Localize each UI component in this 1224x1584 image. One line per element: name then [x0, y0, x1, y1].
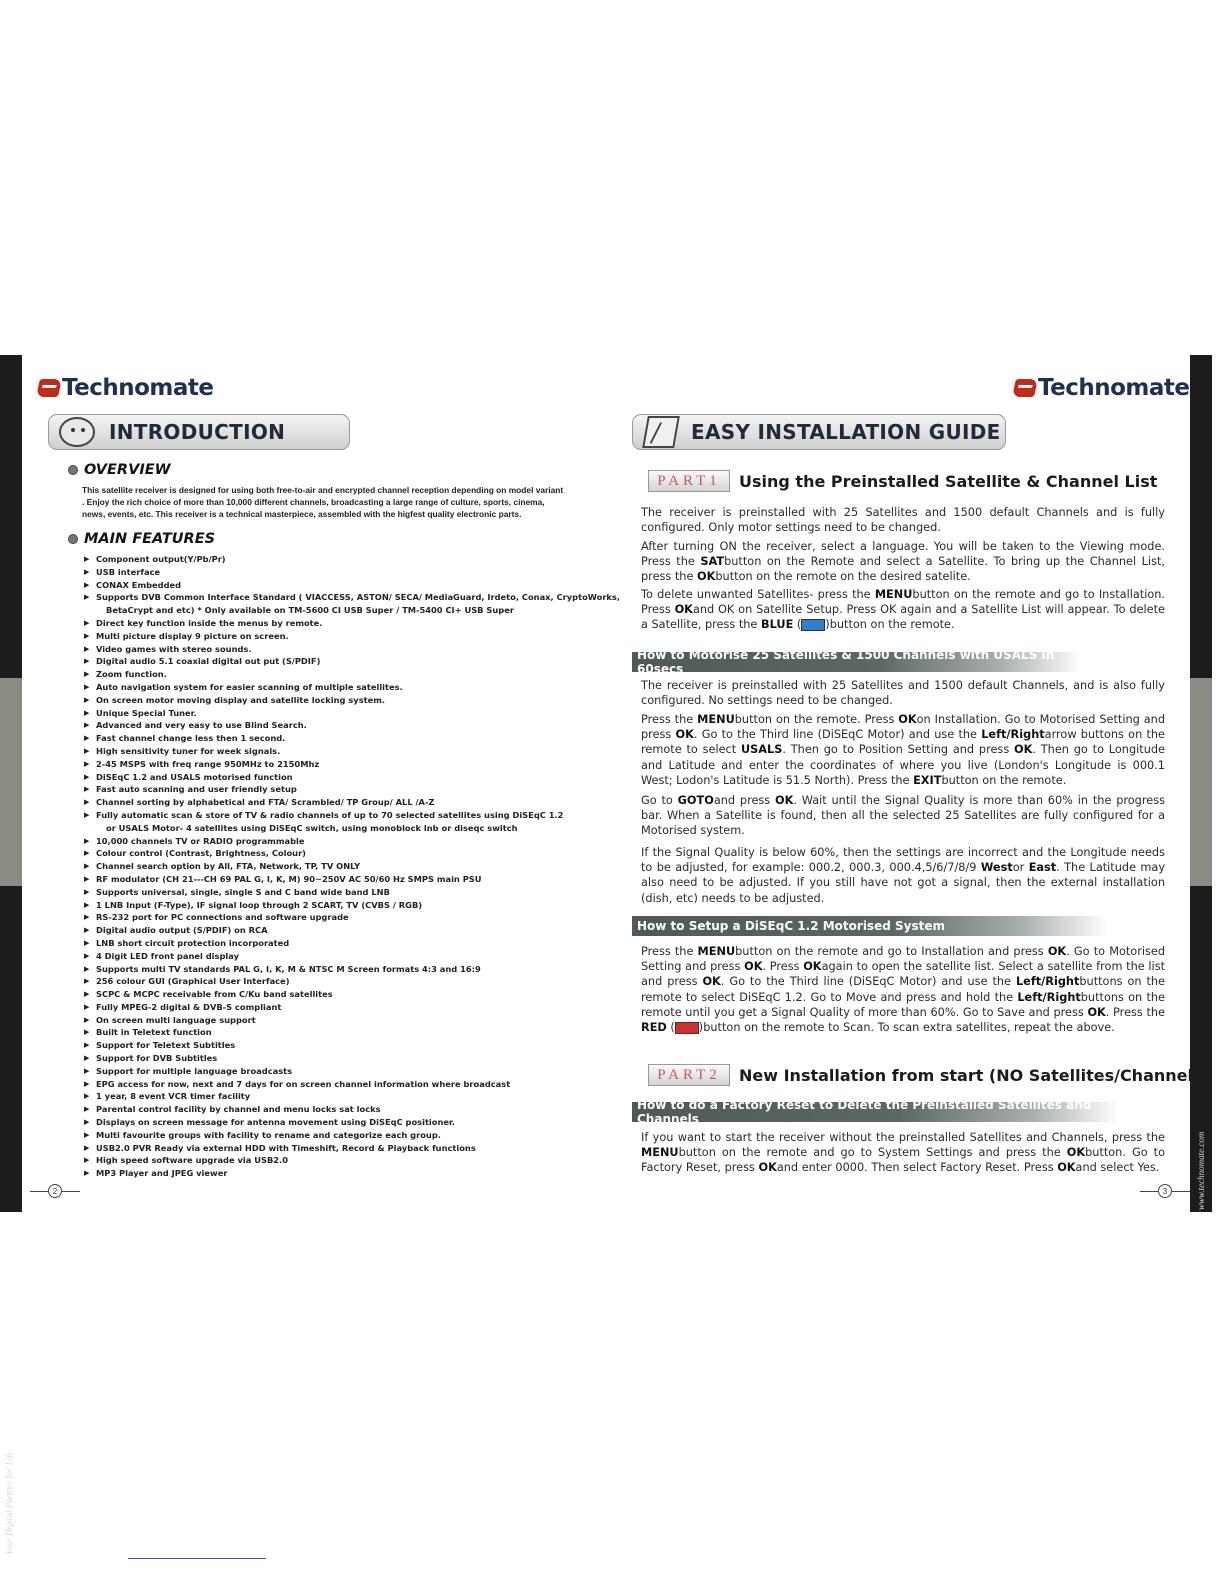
feature-item: ▶ 4 Digit LED front panel display — [84, 950, 574, 963]
part1-paragraph-1: The receiver is preinstalled with 25 Satellites and 1500 default Channels and is fully configured. Only motor settings need to be changed. — [641, 506, 1165, 535]
feature-item: ▶ SCPC & MCPC receivable from C/Ku band satellites — [84, 988, 574, 1001]
part1-paragraph-3: To delete unwanted Satellites- press the MENUbutton on the remote and go to Installation. Press OKand OK on Satellite Setup. Press OK again and a Satellite List will appear. To delete a Satellite, press the BLUE ( )button on the remote. — [641, 588, 1165, 632]
motor-paragraph-1: The receiver is preinstalled with 25 Satellites and 1500 default Channels, and is also fully configured. No settings need to be changed. — [641, 679, 1165, 708]
feature-item: ▶ Channel search option by All, FTA, Network, TP, TV ONLY — [84, 860, 574, 873]
feature-item: ▶ Supports universal, single, single S and C band wide band LNB — [84, 886, 574, 899]
feature-item: ▶ Digital audio 5.1 coaxial digital out put (S/PDIF) — [84, 655, 574, 668]
part1-paragraph-2: After turning ON the receiver, select a language. You will be taken to the Viewing mode. Press the SATbutton on the Remote and select a Satellite. To bring up the Channel List, press the OKbutton on the remote on the desired satelite. — [641, 540, 1166, 584]
feature-item: ▶ MP3 Player and JPEG viewer — [84, 1167, 574, 1180]
footer-line — [128, 1558, 266, 1559]
motor-paragraph-3: Go to GOTOand press OK. Wait until the Signal Quality is more than 60% in the progress bar. When a Satellite is found, then all the selected 25 Satellites are fully configured for a Motorised system. — [641, 794, 1165, 838]
feature-item: ▶ Fast auto scanning and user friendly setup — [84, 783, 574, 796]
part1-title: Using the Preinstalled Satellite & Channel List — [739, 471, 1158, 491]
smiley-icon — [59, 417, 95, 447]
feature-item: or USALS Motor- 4 satellites using DiSEqC switch, using monoblock lnb or diseqc switch — [106, 822, 518, 833]
part2-tag: PART2 — [648, 1064, 730, 1086]
motorise-usals-bar: How to Motorise 25 Satellites & 1500 Channels with USALS in 60secs — [632, 652, 1082, 672]
diseqc-setup-bar: How to Setup a DiSEqC 1.2 Motorised System — [632, 916, 1108, 936]
left-side-strip — [0, 355, 22, 1555]
feature-item: ▶ Supports multi TV standards PAL G, I, K, M & NTSC M Screen formats 4:3 and 16:9 — [84, 963, 574, 976]
feature-item: ▶ Colour control (Contrast, Brightness, Colour) — [84, 847, 574, 860]
part2-title: New Installation from start (NO Satellites/Channels) — [739, 1065, 1210, 1085]
feature-item: ▶ USB2.0 PVR Ready via external HDD with Timeshift, Record & Playback functions — [84, 1142, 574, 1155]
feature-item: ▶ 1 year, 8 event VCR timer facility — [84, 1090, 574, 1103]
introduction-banner — [48, 414, 350, 450]
page-number-right: 3 — [1140, 1184, 1190, 1198]
feature-item: ▶ Support for Teletext Subtitles — [84, 1039, 574, 1052]
feature-item: ▶ Fully MPEG-2 digital & DVB-S compliant — [84, 1001, 574, 1014]
feature-item: ▶ Channel sorting by alphabetical and FTA/ Scrambled/ TP Group/ ALL /A-Z — [84, 796, 574, 809]
feature-item: ▶ Fast channel change less then 1 second. — [84, 732, 574, 745]
right-side-url: www.technomate.com — [1196, 1131, 1206, 1210]
feature-item: ▶ Supports DVB Common Interface Standard ( VIACCESS, ASTON/ SECA/ MediaGuard, Irdeto, Conax, CryptoWorks, — [84, 591, 574, 604]
feature-item: ▶ Video games with stereo sounds. — [84, 643, 574, 656]
feature-item: BetaCrypt and etc) * Only available on TM-5600 CI USB Super / TM-5400 CI+ USB Super — [106, 605, 514, 616]
feature-item: ▶ High sensitivity tuner for week signals. — [84, 745, 574, 758]
left-side-tagline: Your Digital Partner for Life — [4, 1451, 14, 1555]
overview-text: This satellite receiver is designed for using both free-to-air and encrypted channel reception depending on model variant . Enjoy the rich choice of more than 10,000 different channels, broadcasting a large range of culture, sports, cinema, news, events, etc. This receiver is a technical masterpiece, assembled with the higfest quality electronic parts. — [82, 485, 564, 519]
blue-button-icon — [801, 619, 825, 631]
factory-reset-paragraph: If you want to start the receiver without the preinstalled Satellites and Channels, press the MENUbutton on the remote and go to System Settings and press the OKbutton. Go to Factory Reset, press OKand enter 0000. Then select Factory Reset. Press OKand select Yes. — [641, 1131, 1166, 1175]
brand-mark-icon — [1012, 379, 1038, 397]
motor-paragraph-2: Press the MENUbutton on the remote. Press OKon Installation. Go to Motorised Setting and press OK. Go to the Third line (DiSEqC Motor) and use the Left/Rightarrow buttons on the remote to select USALS. Then go to Position Setting and press OK. Then go to Longitude and Latitude and enter the coordinates of where you live (London's Longitude is 000.1 West; Lodon's Latitude is 51.5 North). Press the EXITbutton on the remote. — [641, 713, 1166, 787]
feature-item: ▶ RS-232 port for PC connections and software upgrade — [84, 911, 574, 924]
feature-item: ▶ 256 colour GUI (Graphical User Interface) — [84, 975, 574, 988]
motor-paragraph-4: If the Signal Quality is below 60%, then the settings are incorrect and the Longitude needs to be adjusted, for example: 000.2, 000.3, 000.4,5/6/7/8/9 Westor East. The Latitude may also need to be adjusted. If you still have not got a signal, then the external installation (dish, etc) needs to be adjusted. — [641, 846, 1166, 905]
main-features-heading: MAIN FEATURES — [68, 531, 215, 547]
feature-item: ▶ USB interface — [84, 566, 574, 579]
part1-tag: PART1 — [648, 470, 730, 492]
brand-mark-icon — [36, 379, 62, 397]
feature-item: ▶ 1 LNB Input (F-Type), IF signal loop through 2 SCART, TV (CVBS / RGB) — [84, 899, 574, 912]
page-number-left: 2 — [30, 1184, 80, 1198]
feature-item: ▶ Multi favourite groups with facility to rename and categorize each group. — [84, 1129, 574, 1142]
feature-item: ▶ Support for DVB Subtitles — [84, 1052, 574, 1065]
feature-item: ▶ Fully automatic scan & store of TV & radio channels of up to 70 selected satellites using DiSEqC 1.2 — [84, 809, 574, 822]
bullet-dot-icon — [68, 534, 78, 544]
feature-item: ▶ On screen motor moving display and satellite locking system. — [84, 694, 574, 707]
installation-title: EASY INSTALLATION GUIDE — [691, 420, 1001, 444]
feature-item: ▶ Multi picture display 9 picture on screen. — [84, 630, 574, 643]
feature-item: ▶ EPG access for now, next and 7 days for on screen channel information where broadcast — [84, 1078, 574, 1091]
feature-item: ▶ Support for multiple language broadcasts — [84, 1065, 574, 1078]
feature-item: ▶ RF modulator (CH 21---CH 69 PAL G, I, K, M) 90~250V AC 50/60 Hz SMPS main PSU — [84, 873, 574, 886]
overview-heading: OVERVIEW — [68, 462, 171, 478]
feature-item: ▶ Built in Teletext function — [84, 1026, 574, 1039]
diseqc-paragraph: Press the MENUbutton on the remote and go to Installation and press OK. Go to Motorised Setting and press OK. Press OKagain to open the satellite list. Select a satellite from the list and press OK. Go to the Third line (DiSEqC Motor) and use the Left/Rightbuttons on the remote to select DiSEqC 1.2. Go to Move and press and hold the Left/Rightbuttons on the remote until you get a Signal Quality of more than 60%. Go to Save and press OK. Press the RED ( )button on the remote to Scan. To scan extra satellites, repeat the above. — [641, 945, 1166, 1035]
feature-item: ▶ High speed software upgrade via USB2.0 — [84, 1154, 574, 1167]
brand-name: Technomate — [62, 375, 214, 401]
introduction-title: INTRODUCTION — [109, 420, 286, 444]
feature-item: ▶ Digital audio output (S/PDIF) on RCA — [84, 924, 574, 937]
feature-item: ▶ Auto navigation system for easier scanning of multiple satellites. — [84, 681, 574, 694]
feature-item: ▶ Unique Special Tuner. — [84, 707, 574, 720]
installation-banner — [632, 414, 1006, 450]
feature-item: ▶ Component output(Y/Pb/Pr) — [84, 553, 574, 566]
factory-reset-bar: How to do a Factory Reset to Delete the Preinstalled Satellites and Channels — [632, 1102, 1120, 1122]
red-button-icon — [675, 1022, 699, 1034]
feature-item: ▶ LNB short circuit protection incorporated — [84, 937, 574, 950]
feature-item: ▶ Zoom function. — [84, 668, 574, 681]
feature-item: ▶ Displays on screen message for antenna movement using DiSEqC positioner. — [84, 1116, 574, 1129]
brand-logo-left — [38, 375, 214, 401]
part1-header — [648, 470, 1157, 492]
feature-item: ▶ 2-45 MSPS with freq range 950MHz to 2150Mhz — [84, 758, 574, 771]
feature-item: ▶ CONAX Embedded — [84, 579, 574, 592]
feature-item: ▶ DiSEqC 1.2 and USALS motorised function — [84, 771, 574, 784]
feature-item: ▶ On screen multi language support — [84, 1014, 574, 1027]
brand-name: Technomate — [1038, 375, 1190, 401]
features-list — [84, 553, 621, 1180]
feature-item: ▶ Direct key function inside the menus by remote. — [84, 617, 574, 630]
brand-logo-right — [1014, 375, 1190, 401]
feature-item: ▶ 10,000 channels TV or RADIO programmable — [84, 835, 574, 848]
bullet-dot-icon — [68, 465, 78, 475]
part2-header — [648, 1064, 1210, 1086]
feature-item: ▶ Parental control facility by channel and menu locks sat locks — [84, 1103, 574, 1116]
guide-book-icon — [642, 416, 680, 448]
feature-item: ▶ Advanced and very easy to use Blind Search. — [84, 719, 574, 732]
